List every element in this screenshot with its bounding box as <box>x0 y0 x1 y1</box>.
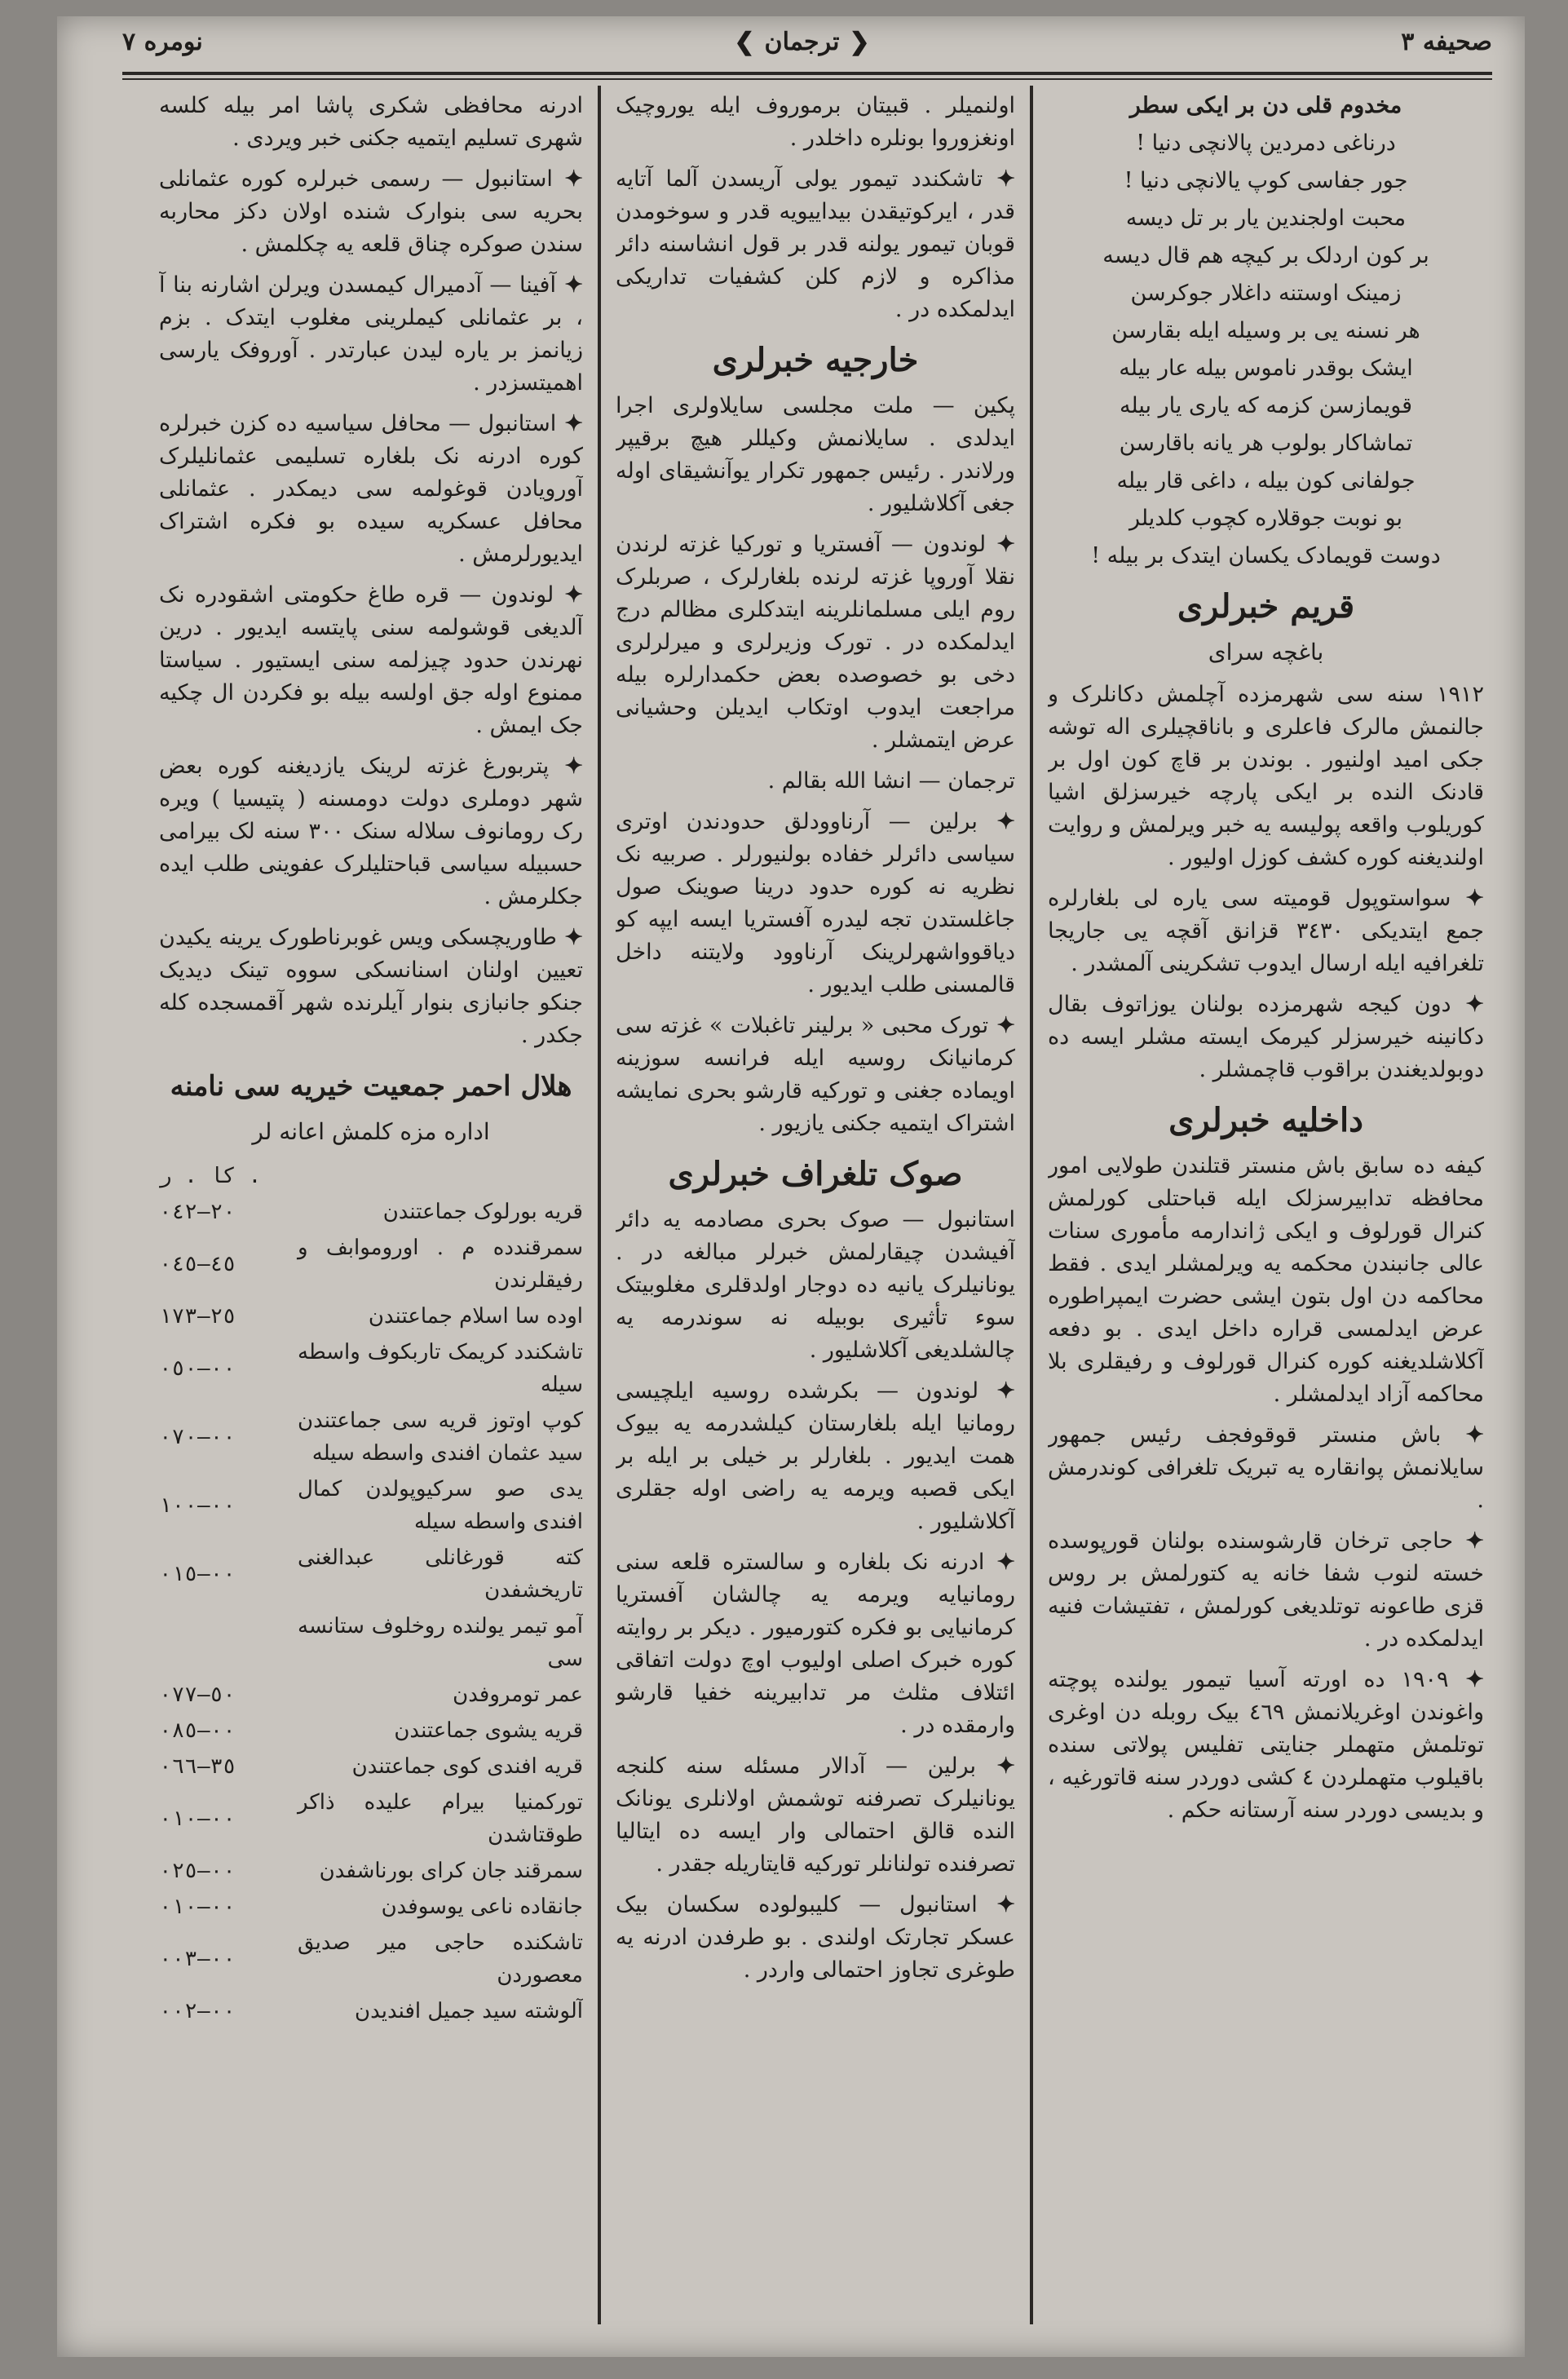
news-paragraph: ✦ ١٩٠٩ ده اورته آسیا تیمور یولنده پوچته واغوندن اوغریلانمش ٤٦٩ بیک روبله دن اوغری توتلمش متهملر جنایتی تفلیس پولاتی سنده باقیلوب متهملردن ٤ کشی دوردر سنه قاتورغیه ، و بدیسی دوردر سنه آرستانه حکم . <box>1048 1664 1484 1827</box>
news-paragraph: استانبول — صوک بحری مصادمه یه دائر آفیشدن چیقارلمش خبرلر مبالغه در . یونانیلرک یانیه ده دوجار اولدقلری مغلوبیتک سوء تأثیری بوبیله نه سوندرمه یه چالشلدیغی آکلاشلیور . <box>616 1207 1015 1363</box>
table-row <box>159 1925 583 1993</box>
donor-name: کوپ اوتوز قریه سی جماعتندن سید عثمان افندی واسطه سیله <box>298 1408 583 1466</box>
table-row <box>159 1540 583 1608</box>
poem-line: بر کون اردلک بر کیچه هم قال دیسه <box>1102 243 1429 268</box>
donations-subtitle: اداره مزه کلمش اعانه لر <box>252 1118 490 1145</box>
right-column <box>1048 90 1484 2316</box>
donor-name: کته قورغانلی عبدالغنی تاریخشفدن <box>298 1545 583 1603</box>
news-paragraph: کیفه ده سابق باش منستر قتلندن طولایی امور محافظه تدابیرسزلک ایله قباحتلی کورلمش کنرال قورلوف و ایکی ژاندارمه مأموری سنات عالی جانبندن محکمه یه ویرلمشلر ایدی . فقط محاکمه دن اول بتون ایشی حضرت ایمپراطوره عرض ایدلمسی قراره داخل ایدی . بو دفعه آکلاشلدیغنه کوره کنرال قورلوف و رفیقلری بلا محاکمه آزاد ایدلمشلر . <box>1048 1153 1484 1407</box>
middle-column <box>616 90 1015 2316</box>
table-row <box>159 1889 583 1925</box>
table-row <box>159 1853 583 1889</box>
poem-line: جولفانی کون بیله ، داغی قار بیله <box>1116 468 1416 493</box>
donor-name: تورکمنیا بیرام علیده ذاکر طوقتاشدن <box>298 1790 583 1847</box>
poem-section <box>1048 90 1484 573</box>
table-row <box>159 1784 583 1853</box>
donor-name: تاشکندد کریمک تاربکوف واسطه سیله <box>298 1340 583 1397</box>
donor-name: آمو تیمر یولنده روخلوف ستانسه سی <box>298 1614 583 1671</box>
news-paragraph: ✦ برلین — آرناوودلق حدودندن اوتری سیاسی دائرلر خفاده بولنیورلر . صربیه نک نظریه نه کوره حدود درینا صوینک صول جاغلستدن تجه لیدره آفستریا ایسه ایپه کو دیاقوواشهرلرینک آرناوود ولایتنه داخل قالمسنی طلب ایدیور . <box>616 806 1015 1002</box>
hilal-ahmar-heading: هلال احمر جمعیت خیریه سی نامنه <box>170 1070 572 1103</box>
poem-line: بو نوبت جوقلاره کچوب کلدیلر <box>1129 506 1403 531</box>
donations-table <box>159 1158 583 2029</box>
news-paragraph: ✦ لوندون — بکرشده روسیه ایلچیسی رومانیا ایله بلغارستان کیلشدرمه یه بیوک همت ایدیور . بلغارلر بر خیلی بر ایله بر ایکی قصبه ویرمه یه راضی اوله جقلری آکلاشلیور . <box>616 1375 1015 1538</box>
donor-name: قریه بورلوک جماعتندن <box>382 1200 583 1224</box>
column-divider-left <box>598 86 601 2324</box>
table-row <box>159 1334 583 1403</box>
donor-name: یدی صو سرکیوپولدن کمال افندی واسطه سیله <box>298 1477 583 1534</box>
donation-amount: ٠٠—١٠٠ <box>159 1493 236 1518</box>
table-row <box>159 1608 583 1677</box>
table-row <box>159 1298 583 1334</box>
poem-line: محبت اولجندین یار بر تل دیسه <box>1125 206 1407 231</box>
header-rule <box>122 72 1492 75</box>
poem-line: زمینک اوستنه داغلار جوکرسن <box>1130 281 1402 306</box>
table-row <box>159 1993 583 2029</box>
poem-line: جور جفاسی کوپ یالانچی دنیا ! <box>1124 168 1408 193</box>
telegraph-news-heading: صوک تلغراف خبرلری <box>668 1155 963 1193</box>
news-paragraph: ادرنه محافظی شکری پاشا امر بیله کلسه شهری تسلیم ایتمیه جکنی خبر ویردی . <box>159 93 583 151</box>
column-divider-right <box>1030 86 1033 2324</box>
donor-name: اوده سا اسلام جماعتندن <box>368 1304 583 1329</box>
poem-line: هر نسنه یی بر وسیله ایله بقارسن <box>1111 318 1420 343</box>
page-header <box>122 16 1492 67</box>
table-row <box>159 1230 583 1298</box>
donor-name: قریه افندی کوی جماعتندن <box>351 1754 583 1779</box>
donation-amount: ٠٠—٠١٠ <box>159 1806 236 1831</box>
news-paragraph: ✦ تورک محبی « برلینر تاغبلات » غزته سی کرمانیانک روسیه ایله فرانسه سوزینه اویماده جغنی و تورکیه قارشو بحری نمایشه اشتراک ایتمیه جکنی یازیور . <box>616 1010 1015 1140</box>
news-paragraph: ✦ لوندون — قره طاغ حکومتی اشقودره نک آلدیغی قوشولمه سنی پایتسه ایدیور . درین نهرندن حدود چیزلمه سنی ایستیور . سیاستا ممنوع اوله جق اولسه بیله بو فکردن ال چکیه جک ایمش . <box>159 579 583 742</box>
news-paragraph: پکین — ملت مجلسی سایلاولری اجرا ایدلدی . سایلانمش وکیللر هیچ برقیپر ورلاندر . رئیس جمهور تکرار یوآنشیقای اوله جغی آکلاشلیور . <box>616 393 1015 516</box>
donation-amount: ٣٥—٠٦٦ <box>159 1754 236 1779</box>
table-row <box>159 1194 583 1230</box>
donor-name: جانقاده ناعی یوسوفدن <box>381 1895 583 1919</box>
table-row <box>159 1713 583 1749</box>
donations-unit-row <box>159 1158 583 1194</box>
donation-amount <box>159 1608 298 1677</box>
editor-note: ترجمان — انشا الله بقالم . <box>767 768 1015 794</box>
donation-amount: ٠٠—٠٠٣ <box>159 1947 236 1971</box>
donor-name: تاشکنده حاجی میر صدیق معصوردن <box>298 1930 583 1988</box>
news-paragraph: ✦ باش منستر قوقوفجف رئیس جمهور سایلانمش پوانقاره یه تبریک تلغرافی کوندرمش . <box>1048 1419 1484 1517</box>
poem-line: تماشاکار بولوب هر یانه باقارسن <box>1119 431 1413 456</box>
news-paragraph: ✦ پتربورغ غزته لرینک یازدیغنه کوره بعض شهر دوملری دولت دومسنه ( پتیسیا ) ویره رک رومانوف سلاله سنک ٣٠٠ سنه لک بیرامی حسبیله سیاسی قباحتلیلرک عفوینی طلب ایده جکلرمش . <box>159 750 583 913</box>
donor-name: سمرقند جان کرای بورناشفدن <box>319 1859 583 1883</box>
poem-line: درناغی دمردین پالانچی دنیا ! <box>1136 130 1396 156</box>
news-paragraph: ✦ تاشکندد تیمور یولی آریسدن آلما آتایه قدر ، ایرکوتیقدن بیداییویه قدر و سوخومدن قوبان تیمور یولنه قدر بر قول انشاسنه دائر مذاکره و لازم کلن کشفیات تداریکی ایدلمکده در . <box>616 163 1015 326</box>
news-paragraph: ✦ آفینا — آدمیرال کیمسدن ویرلن اشارنه بنا آ ، بر عثمانلی کیملرینی مغلوب ایتدک . بزم زیانمز بر یاره لیدن عبارتدر . آوروفک یارسی اهمیتسزدر . <box>159 269 583 400</box>
donation-amount: ٠٠—٠١٥ <box>159 1562 236 1586</box>
donor-name: آلوشته سید جمیل افندیدن <box>355 1999 583 2023</box>
domestic-news-heading: داخلیه خبرلری <box>1168 1101 1363 1139</box>
donation-amount: ٤٥—٠٤٥ <box>159 1252 236 1276</box>
donation-amount: ٢٥—١٧٣ <box>159 1304 236 1329</box>
news-paragraph: ✦ حاجی ترخان قارشوسنده بولنان قورپوسده خسته لنوب شفا خانه یه کتورلمش بر روس قزی طاعونه توتلدیغی کورلمش ، تفتیشات فنیه ایدلمکده در . <box>1048 1525 1484 1656</box>
news-paragraph: اولنمیلر . قبیتان برموروف ایله یوروچیک اونغزوروا بونلره داخلدر . <box>616 93 1015 151</box>
left-column <box>159 90 583 2316</box>
donation-amount: ٥٠—٠٧٧ <box>159 1683 236 1707</box>
header-rule-thin <box>122 78 1492 80</box>
donor-name: سمرقندده م . اوروموابف و رفیقلرندن <box>298 1236 583 1293</box>
donation-amount: ٠٠—٠٧٠ <box>159 1425 236 1449</box>
paper-name: ترجمان <box>764 27 840 56</box>
masthead <box>734 28 869 56</box>
news-paragraph: ✦ لوندون — آفستریا و توركیا غزته لرندن نقلا آوروپا غزته لرنده بلغارلرک ، صربلرک روم ایلی مسلمانلرینه ایتدکلری مظالم درج ایدلمکده در . تورک وزیرلری و میرلرلری دخی بو خصوصده بعض حکمدارلره بیله مراجعت ایدوب اوتکاب ایدیلن وحشیانی عرض ایتمشلر . <box>616 528 1015 757</box>
donor-name: قریه یشوی جماعتندن <box>394 1718 583 1743</box>
donation-amount: ٠٠—٠٢٥ <box>159 1859 236 1883</box>
news-paragraph: ✦ برلین — آدالار مسئله سنه کلنجه یونانیلرک تصرفنه توشمش اولانلری یونانک النده قالق احتمالی وار ایسه ده ایتالیا تصرفنده تولنانلر تورکیه قایتاریله جقدر . <box>616 1750 1015 1881</box>
page-number-label: صحيفه ٣ <box>1401 27 1492 56</box>
foreign-news-heading: خارجیه خبرلری <box>712 341 919 379</box>
donation-amount: ٢٠—٠٤٢ <box>159 1200 236 1224</box>
donor-name: عمر تومروفدن <box>453 1683 583 1707</box>
table-row <box>159 1471 583 1540</box>
donation-amount: ٠٠—٠١٠ <box>159 1895 236 1919</box>
donation-amount: ٠٠—٠٠٢ <box>159 1999 236 2023</box>
news-paragraph: ✦ استانبول — محافل سیاسیه ده کزن خبرلره کوره ادرنه نک بلغاره تسلیمی عثمانلیلرک آورویادن قوغولمه سی دیمکدر . عثمانلی محافل عسکریه سیده بو فکره اشتراک ایدیورلرمش . <box>159 408 583 571</box>
table-row <box>159 1677 583 1713</box>
news-paragraph: ✦ استانبول — کلیبولوده سکسان بیک عسکر تجارتک اولندی . بو طرفدن ادرنه یه طوغری تجاوز احتمالی واردر . <box>616 1889 1015 1987</box>
poem-line: قویمازسن کزمه که یاری یار بیله <box>1119 393 1413 418</box>
table-row <box>159 1403 583 1471</box>
poem-title: مخدوم قلی دن بر ایکی سطر <box>1129 93 1402 118</box>
crimea-place-label: باغچه سرای <box>1208 639 1324 666</box>
poem-line: ایشک بوقدر ناموس بیله عار بیله <box>1119 356 1413 381</box>
ornament-right-icon: ❯ <box>734 27 755 56</box>
donation-amount: ٠٠—٠٨٥ <box>159 1718 236 1743</box>
currency-unit: کا . ر . <box>159 1164 262 1188</box>
news-paragraph: ١٩١٢ سنه سی شهرمزده آچلمش دکانلرک و جالنمش مالرک فاعلری و باناقچیلری اله توشه جکی امید اولنیور . بوندن بر قاچ کون اول بر قادنک النده بر ایکی پارچه خیرسزلق اشیا کوریلوب واقعه پولیسه یه خبر ویرلمش و روایت اولندیغنه کوره کشف کوزل اولیور . <box>1048 682 1484 870</box>
news-paragraph: ✦ دون کیجه شهرمزده بولنان یوزاتوف بقال دکانینه خیرسزلر کیرمک ایسته مشلر ایسه ده دوبولدیغندن براقوب قاچمشلر . <box>1048 988 1484 1086</box>
news-paragraph: ✦ استانبول — رسمی خبرلره کوره عثمانلی بحریه سی بنوارک شنده اولان دکز محاربه سندن صوکره چناق قلعه یه چکلمش . <box>159 163 583 261</box>
ornament-left-icon: ❮ <box>849 27 870 56</box>
news-paragraph: ✦ ادرنه نک بلغاره و سالستره قلعه سنی رومانیایه ویرمه یه چالشان آفستریا کرمانیایی بو فکره کتورمیور . دیکر بر روایته کوره خبرک اصلی اولیوب اوچ دولت اتفاقی ائتلاف مثلث مر تدابیرینه خفیا قارشو وارمقده در . <box>616 1546 1015 1742</box>
poem-line: دوست قویمادک یکسان ایتدک بر بیله ! <box>1091 543 1441 568</box>
news-paragraph: ✦ سواستوپول قومیته سی یاره لی بلغارلره جمع ایتدیکی ٣٤٣٠ قزانق آقچه یی جاریجا تلغرافیه ایله ارسال ایدوب تشکرینی آلمشدر . <box>1048 882 1484 980</box>
crimea-news-heading: قریم خبرلری <box>1177 587 1355 626</box>
issue-number-label: نومره ٧ <box>122 27 203 56</box>
table-row <box>159 1749 583 1784</box>
news-paragraph: ✦ طاوریچسکی ویس غوبرناطورک یرینه یکیدن تعیین اولنان اسنانسکی سووه تینک دیدیک جنکو جانبازی بنوار آیلرنده شهر آقمسجده کله جکدر . <box>159 922 583 1052</box>
donation-amount: ٠٠—٠٥٠ <box>159 1356 236 1381</box>
